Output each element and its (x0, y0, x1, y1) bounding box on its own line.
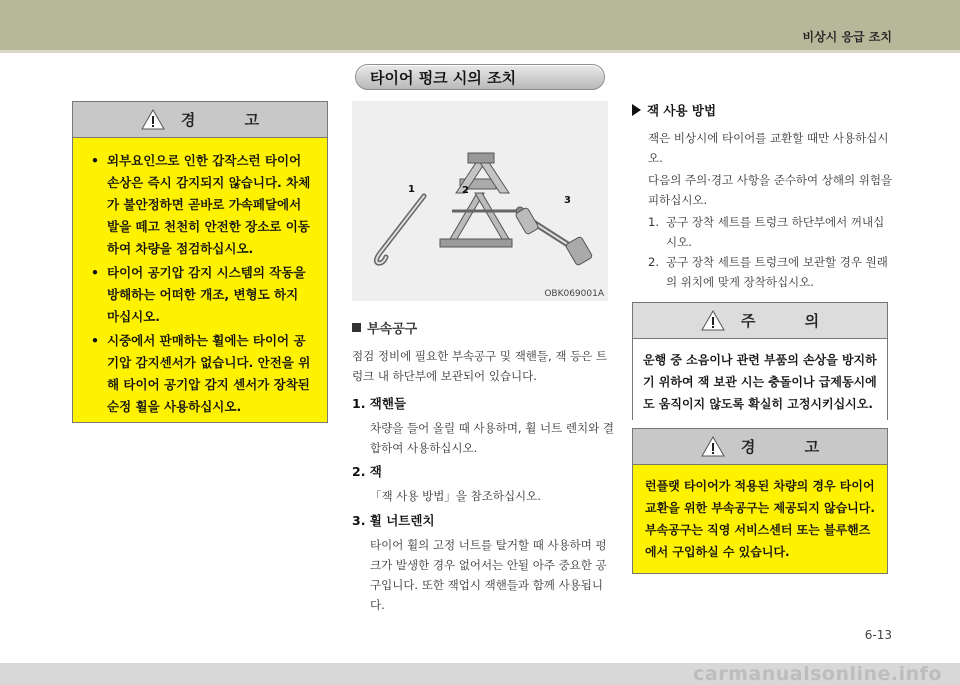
caution-box (632, 302, 888, 420)
jack-handle-drawing (376, 196, 424, 263)
item-title: 3. 휠 너트렌치 (352, 513, 435, 528)
figure-code: OBK069001A (544, 289, 604, 299)
accessories-intro: 점검 정비에 필요한 부속공구 및 잭핸들, 잭 등은 트렁크 내 하단부에 보관되어 있습니다. (352, 349, 608, 383)
tool-figure (352, 101, 608, 301)
item-text: 차량을 들어 올릴 때 사용하며, 휠 너트 렌치와 결합하여 사용하십시오. (370, 421, 614, 455)
figure-label-3: 3 (564, 195, 571, 206)
square-bullet-icon (352, 323, 361, 332)
step-text: 공구 장착 세트를 트렁크에 보관할 경우 원래의 위치에 맞게 장착하십시오. (666, 255, 888, 289)
warning-box-body (73, 138, 327, 422)
warning-item: • 시중에서 판매하는 휠에는 타이어 공기압 감지센서가 없습니다. 안전을 위해 타이어 공기압 감지 센서가 장착된 순정 휠을 사용하십시오. (91, 330, 313, 418)
accessories-heading (352, 318, 417, 337)
caution-box-header (633, 303, 887, 339)
caution-title: 주 의 (740, 312, 842, 330)
warning-box-left (72, 101, 328, 423)
warning-text: 런플랫 타이어가 적용된 차량의 경우 타이어 교환을 위한 부속공구는 제공되지 않습니다. 부속공구는 직영 서비스센터 또는 블루핸즈에서 구입하실 수 있습니다. (633, 465, 887, 573)
jack-usage-intro: 잭은 비상시에 타이어를 교환할 때만 사용하십시오. (648, 131, 889, 165)
tool-illustration (352, 101, 608, 301)
item-text: 타이어 휠의 고정 너트를 탈거할 때 사용하며 펑크가 발생한 경우 없어서는 안될 아주 중요한 공구입니다. 또한 잭업시 잭핸들과 함께 사용됩니다. (370, 538, 607, 612)
step-text: 공구 장착 세트를 트렁크 하단부에서 꺼내십시오. (666, 215, 885, 249)
figure-label-2: 2 (462, 185, 469, 196)
watermark: carmanualsonline.info (0, 663, 960, 685)
wheel-nut-wrench-drawing (515, 207, 593, 266)
page-title: 타이어 펑크 시의 조치 (355, 64, 605, 90)
figure-label-1: 1 (408, 184, 415, 195)
warning-triangle-icon (141, 109, 165, 130)
warning-box-header (633, 429, 887, 465)
warning-item: • 타이어 공기압 감지 시스템의 작동을 방해하는 어떠한 개조, 변형도 하지 마십시오. (91, 262, 313, 328)
warning-triangle-icon (701, 436, 725, 457)
caution-triangle-icon (701, 310, 725, 331)
page-number: 6-13 (864, 628, 892, 642)
section-title: 비상시 응급 조치 (802, 30, 892, 44)
jack-usage-heading-text: 잭 사용 방법 (647, 103, 717, 118)
warning-box-header (73, 102, 327, 138)
header-divider (0, 50, 960, 53)
warning-title: 경 고 (180, 111, 282, 129)
step-number: 1. (648, 215, 659, 229)
item-text: 「잭 사용 방법」을 참조하십시오. (370, 489, 541, 503)
item-title: 2. 잭 (352, 464, 382, 479)
step-number: 2. (648, 255, 659, 269)
accessories-heading-text: 부속공구 (367, 322, 418, 337)
jack-usage-heading (632, 101, 716, 119)
jack-usage-intro: 다음의 주의·경고 사항을 준수하여 상해의 위험을 피하십시오. (648, 173, 893, 207)
warning-item: • 외부요인으로 인한 갑작스런 타이어 손상은 즉시 감지되지 않습니다. 차체가 불안정하면 곧바로 가속페달에서 발을 떼고 천천히 안전한 장소로 이동하여 차량을 점검하십시오. (91, 150, 313, 260)
caution-text: 운행 중 소음이나 관련 부품의 손상을 방지하기 위하여 잭 보관 시는 충돌이나 급제동시에도 움직이지 않도록 확실히 고정시키십시오. (633, 339, 887, 425)
warning-title: 경 고 (740, 438, 842, 456)
arrow-right-icon (632, 104, 641, 116)
jack-drawing (440, 153, 524, 247)
item-title: 1. 잭핸들 (352, 396, 407, 411)
warning-box-right (632, 428, 888, 574)
